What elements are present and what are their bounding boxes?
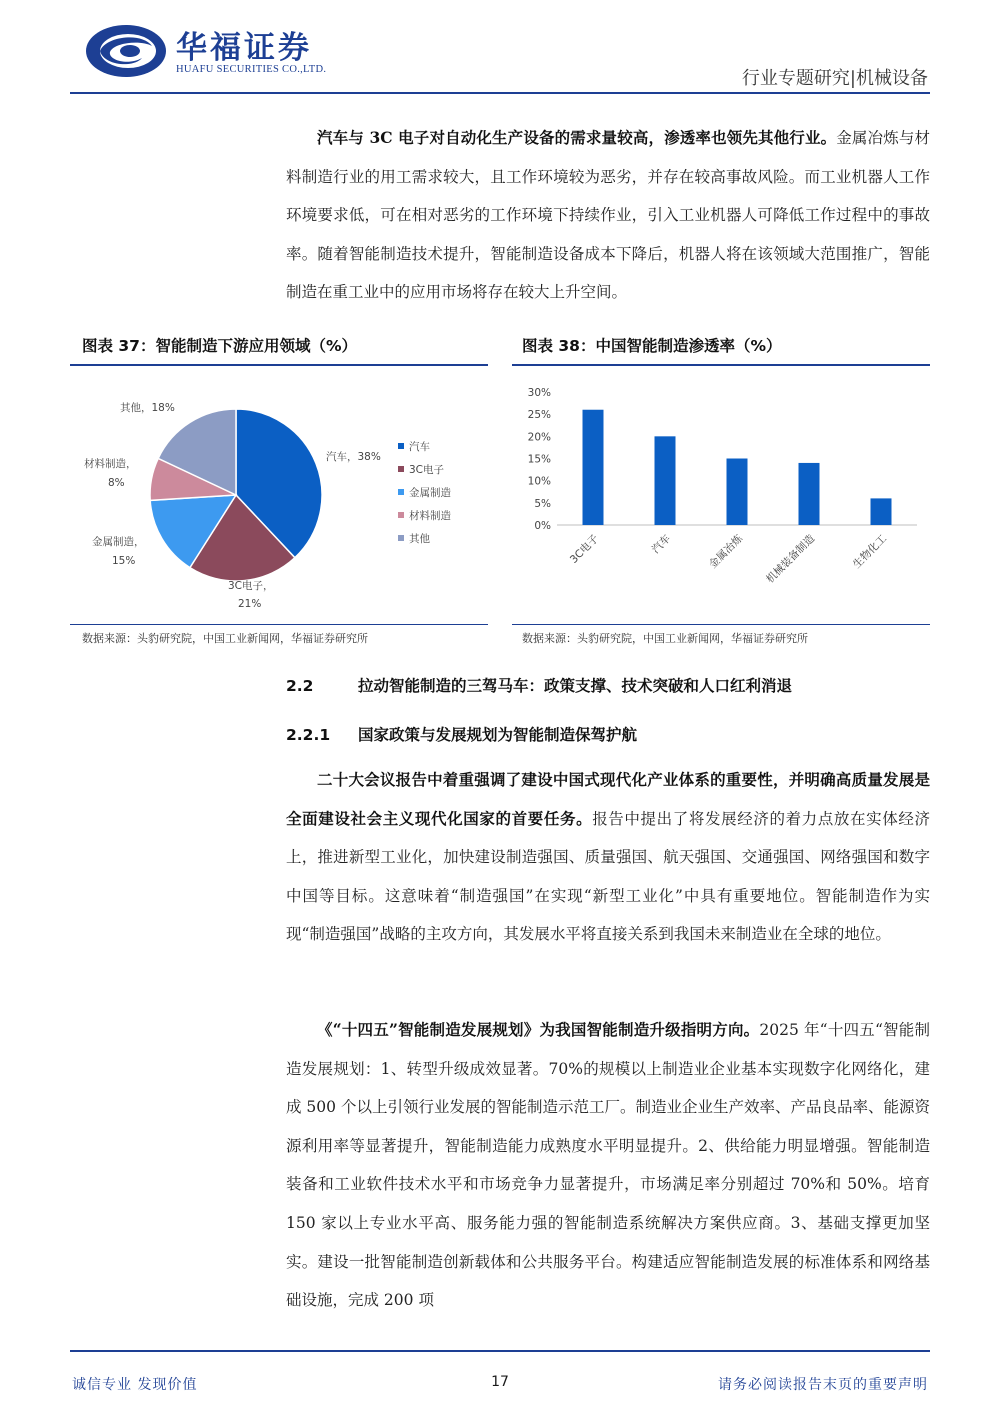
section-2-2-1-heading [286, 723, 637, 745]
footer-disclaimer: 请务必阅读报告末页的重要声明 [718, 1377, 928, 1393]
bar-1 [655, 436, 676, 525]
figure38-top-rule [512, 364, 930, 366]
policy-paragraph [286, 761, 930, 954]
pie-legend-label-3: 材料制造 [409, 510, 451, 522]
intro-paragraph-rest: 金属冶炼与材料制造行业的用工需求较大，且工作环境较为恶劣，并存在较高事故风险。而工业机器人工作环境要求低，可在相对恶劣的工作环境下持续作业，引入工业机器人可降低工作过程中的事故率。随着智能制造技术提升，智能制造设备成本下降后，机器人将在该领域大范围推广，智能制造在重工业中的应用市场将存在较大上升空间。 [286, 129, 930, 302]
report-type-label: 行业专题研究|机械设备 [741, 68, 928, 89]
policy-paragraph-rest: 报告中提出了将发展经济的着力点放在实体经济上，推进新型工业化，加快建设制造强国、质量强国、航天强国、交通强国、网络强国和数字中国等目标。这意味着“制造强国”在实现“新型工业化”中具有重要地位。智能制造作为实现“制造强国”战略的主攻方向，其发展水平将直接关系到我国未来制造业在全球的地位。 [286, 809, 930, 944]
pie-legend [398, 441, 451, 545]
section-2-2-heading [286, 674, 792, 696]
bar-4 [871, 498, 892, 525]
figure38-bottom-rule [512, 624, 930, 625]
header-divider [70, 92, 930, 94]
page-number: 17 [491, 1374, 509, 1390]
bar-y-tick-0: 0% [534, 520, 551, 532]
bar-y-tick-1: 5% [534, 497, 551, 510]
bar-series [583, 410, 892, 525]
pie-label-electronics: 3C电子， [228, 580, 274, 592]
bar-x-tick-3: 机械装备制造 [764, 532, 818, 586]
pie-label-material: 材料制造， [84, 458, 137, 470]
bar-x-tick-0: 3C电子 [567, 532, 602, 566]
section-2-2-1-title: 国家政策与发展规划为智能制造保驾护航 [358, 726, 638, 744]
bar-y-tick-6: 30% [527, 387, 551, 399]
bar-y-tick-5: 25% [527, 409, 551, 422]
pie-legend-swatch-2 [398, 489, 404, 495]
pie-label-metal: 金属制造， [92, 536, 145, 548]
figure37-title: 图表 37：智能制造下游应用领域（%） [82, 337, 357, 355]
figure38-bar-chart [512, 370, 930, 620]
pie-legend-label-0: 汽车 [409, 441, 430, 453]
footer-slogan: 诚信专业 发现价值 [72, 1377, 198, 1393]
bar-0 [583, 410, 604, 525]
logo-english-name: HUAFU SECURITIES CO.,LTD. [176, 64, 327, 75]
figure38-source: 数据来源：头豹研究院，中国工业新闻网，华福证券研究所 [522, 632, 808, 645]
section-2-2-title: 拉动智能制造的三驾马车：政策支撑、技术突破和人口红利消退 [358, 677, 793, 695]
huafu-swirl-icon [84, 22, 170, 80]
pie-legend-swatch-4 [398, 535, 404, 541]
company-logo [84, 22, 344, 80]
pie-label-electronics-pct: 21% [238, 598, 262, 610]
pie-legend-label-2: 金属制造 [409, 487, 451, 499]
pie-label-metal-pct: 15% [112, 555, 136, 567]
pie-label-other: 其他，18% [120, 402, 175, 414]
plan-paragraph-rest: 2025 年“十四五“智能制造发展规划：1、转型升级成效显著。70%的规模以上制造业企业基本实现数字化网络化，建成 500 个以上引领行业发展的智能制造示范工厂。制造业企业生产效率、产品良品率、能源资源利用率等显著提升，智能制造能力成熟度水平明显提升。2、供给能力明显增强。智能制造装备和工业软件技术水平和市场竞争力显著提升，市场满足率分别超过 70%和 50%。培育 150 家以上专业水平高、服务能力强的智能制造系统解决方案供应商。3、基础支撑更加坚实。建设一批智能制造创新载体和公共服务平台。构建适应智能制造发展的标准体系和网络基础设施，完成 200 项 [286, 1021, 930, 1310]
bar-y-tick-2: 10% [527, 475, 551, 488]
bar-x-tick-1: 汽车 [649, 532, 674, 556]
pie-legend-label-4: 其他 [409, 533, 430, 545]
figure37-source: 数据来源：头豹研究院，中国工业新闻网，华福证券研究所 [82, 632, 368, 645]
bar-x-tick-4: 生物化工 [850, 532, 890, 571]
bar-x-tick-2: 金属冶炼 [706, 532, 746, 571]
bar-2 [727, 459, 748, 526]
pie-legend-swatch-0 [398, 443, 404, 449]
intro-paragraph [286, 119, 930, 312]
section-2-2-1-number: 2.2.1 [286, 726, 331, 744]
footer-divider [70, 1350, 930, 1352]
pie-legend-swatch-1 [398, 466, 404, 472]
pie-legend-label-1: 3C电子 [409, 464, 445, 476]
pie-label-material-pct: 8% [108, 477, 125, 489]
pie-label-auto: 汽车，38% [326, 451, 381, 463]
intro-paragraph-bold: 汽车与 3C 电子对自动化生产设备的需求量较高，渗透率也领先其他行业。 [317, 128, 837, 147]
plan-paragraph [286, 1011, 930, 1320]
bar-3 [799, 463, 820, 525]
figure37-pie-chart [70, 370, 488, 620]
figure37-bottom-rule [70, 624, 488, 625]
pie-legend-swatch-3 [398, 512, 404, 518]
section-2-2-number: 2.2 [286, 677, 314, 695]
figure37-top-rule [70, 364, 488, 366]
bar-y-tick-3: 15% [527, 453, 551, 466]
pie-slices [150, 409, 322, 581]
bar-x-axis [567, 532, 889, 586]
plan-paragraph-bold: 《“十四五”智能制造发展规划》为我国智能制造升级指明方向。 [317, 1020, 760, 1039]
figure38-title: 图表 38：中国智能制造渗透率（%） [522, 337, 782, 355]
policy-paragraph-bold: 二十大会议报告中着重强调了建设中国式现代化产业体系的重要性，并明确高质量发展是全面建设社会主义现代化国家的首要任务。 [286, 770, 930, 828]
logo-chinese-name: 华福证券 [176, 30, 312, 66]
bar-y-tick-4: 20% [527, 431, 551, 444]
